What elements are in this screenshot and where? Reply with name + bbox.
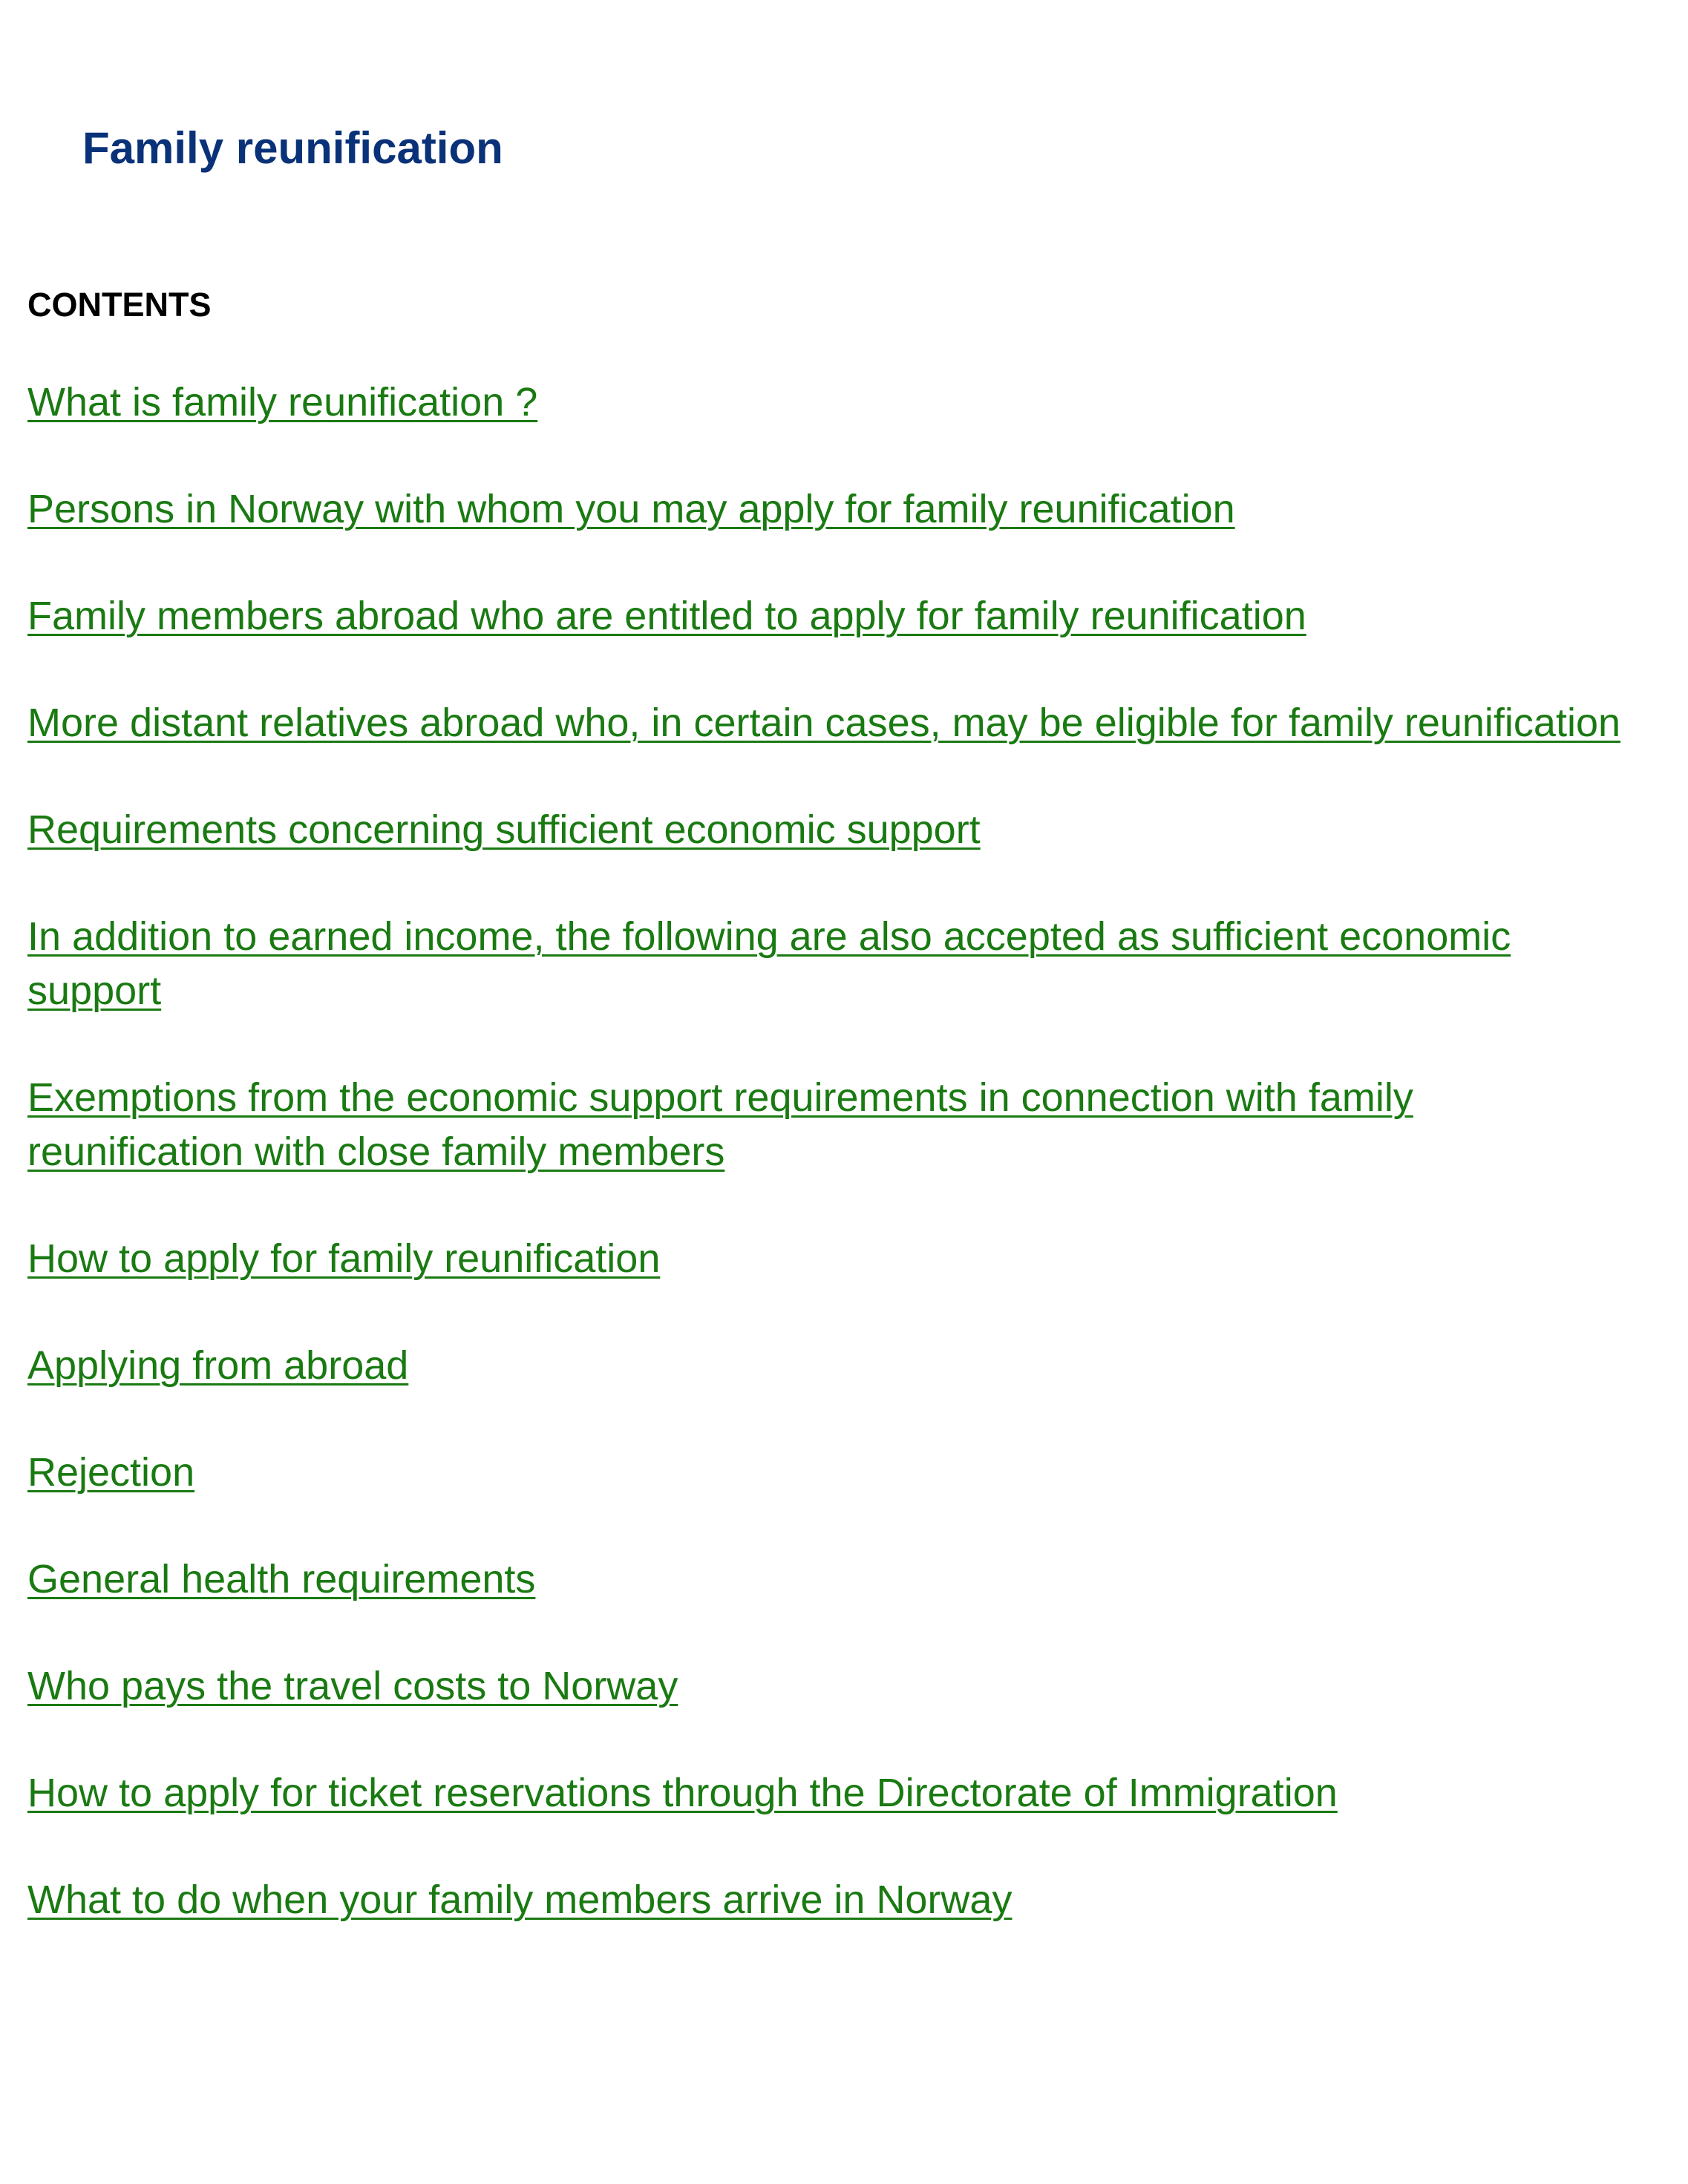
toc-item: [27, 1873, 1623, 1927]
toc-item: [27, 1659, 1623, 1714]
toc-link-accepted-economic-support[interactable]: In addition to earned income, the following are also accepted as sufficient economic support: [27, 914, 1511, 1013]
page-title: Family reunification: [82, 123, 503, 173]
toc-item: [27, 803, 1623, 857]
toc-item: [27, 589, 1623, 643]
toc-item: [27, 376, 1623, 430]
toc-item: [27, 696, 1623, 750]
toc-item: [27, 910, 1623, 1018]
toc-link-more-distant-relatives[interactable]: More distant relatives abroad who, in certain cases, may be eligible for family reunification: [27, 701, 1621, 745]
toc-link-health-requirements[interactable]: General health requirements: [27, 1557, 536, 1601]
toc-link-family-members-abroad[interactable]: Family members abroad who are entitled to apply for family reunification: [27, 594, 1306, 638]
toc-link-how-to-apply[interactable]: How to apply for family reunification: [27, 1236, 661, 1281]
toc-link-persons-in-norway[interactable]: Persons in Norway with whom you may apply for family reunification: [27, 487, 1235, 531]
toc-item: [27, 1552, 1623, 1607]
table-of-contents: [27, 376, 1623, 1980]
toc-link-economic-support-requirements[interactable]: Requirements concerning sufficient economic support: [27, 807, 981, 852]
toc-link-family-arrive[interactable]: What to do when your family members arrive in Norway: [27, 1878, 1013, 1922]
toc-item: [27, 1766, 1623, 1820]
toc-item: [27, 1071, 1623, 1179]
toc-item: [27, 1232, 1623, 1286]
toc-link-what-is-family-reunification[interactable]: What is family reunification ?: [27, 380, 538, 424]
toc-link-applying-from-abroad[interactable]: Applying from abroad: [27, 1343, 409, 1388]
contents-heading: CONTENTS: [27, 286, 212, 324]
toc-item: [27, 482, 1623, 537]
toc-item: [27, 1339, 1623, 1393]
toc-link-travel-costs[interactable]: Who pays the travel costs to Norway: [27, 1664, 678, 1708]
toc-item: [27, 1446, 1623, 1500]
toc-link-rejection[interactable]: Rejection: [27, 1450, 195, 1495]
toc-link-exemptions[interactable]: Exemptions from the economic support requirements in connection with family reunification with close family members: [27, 1075, 1413, 1174]
toc-link-ticket-reservations[interactable]: How to apply for ticket reservations through the Directorate of Immigration: [27, 1771, 1338, 1815]
